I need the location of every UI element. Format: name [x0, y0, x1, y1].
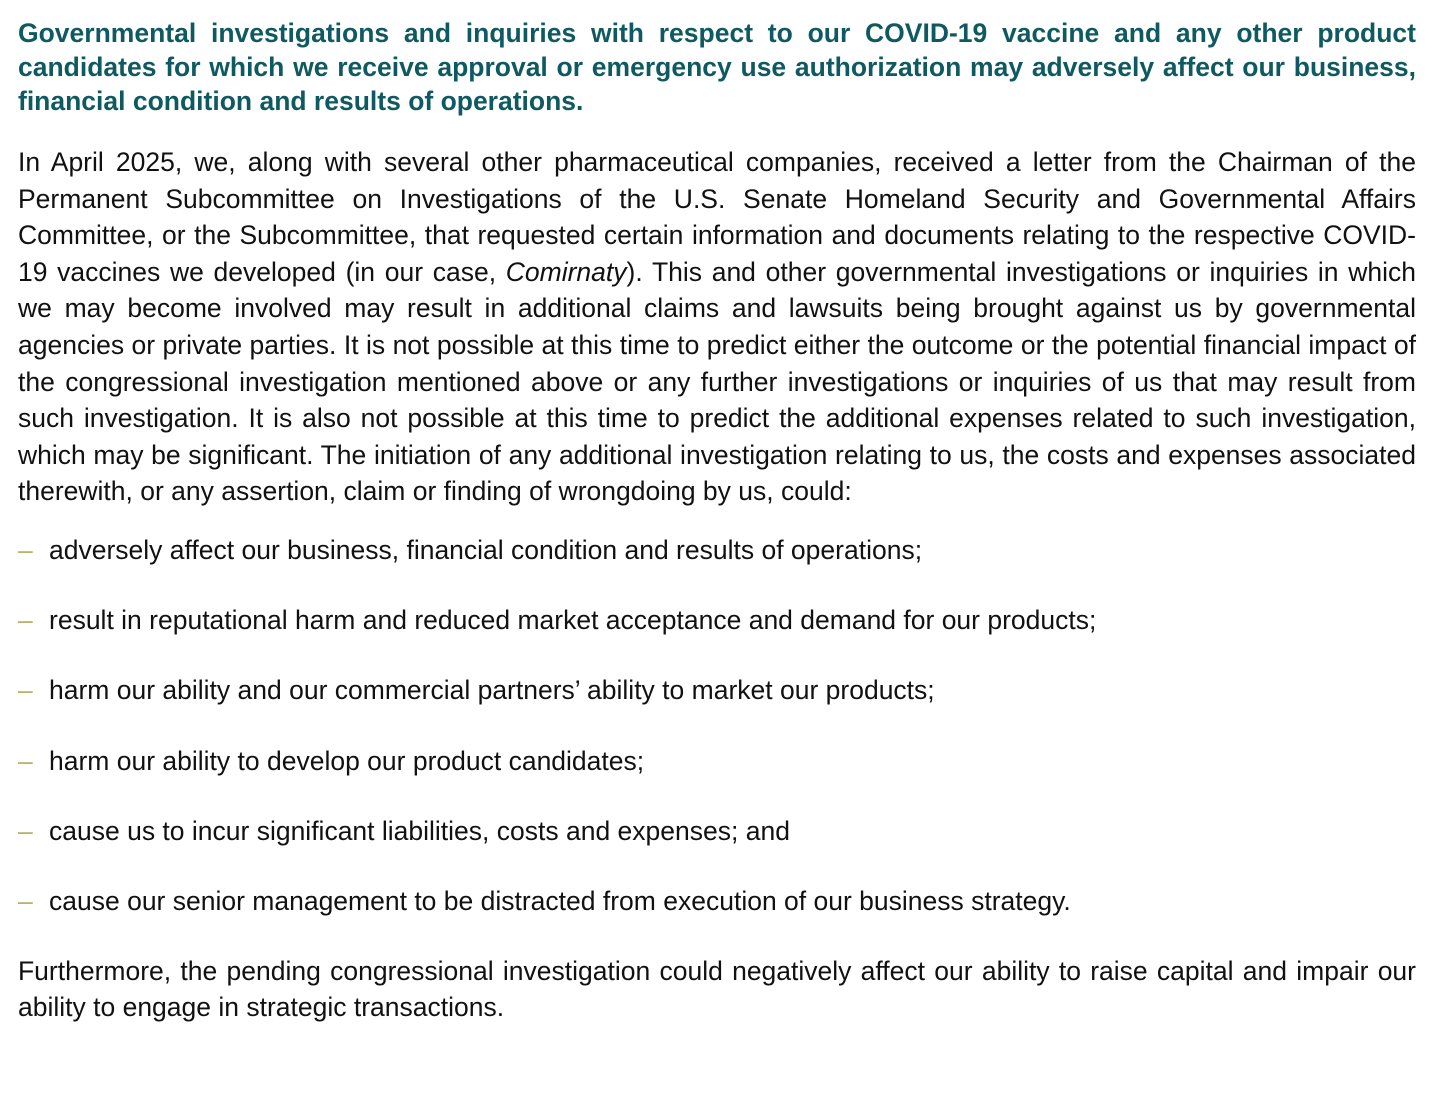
- list-item: [18, 532, 1416, 568]
- body-paragraph-investigation: [18, 144, 1416, 510]
- consequences-list: [18, 532, 1416, 919]
- paragraph-text-part-1: In April 2025, we, along with several other pharmaceutical companies, received a letter from the Chairman of the Permanent Subcommittee on Investigations of the U.S. Senate Homeland Security and Governmental Affairs Committee, or the Subcommittee, that requested certain information and documents relating to the respective COVID-19 vaccines we developed (in our case,: [18, 147, 1416, 287]
- dash-bullet-icon: –: [18, 534, 33, 565]
- list-item-text: result in reputational harm and reduced market acceptance and demand for our products;: [49, 605, 1097, 636]
- dash-bullet-icon: –: [18, 885, 33, 916]
- list-item-text: harm our ability and our commercial partners’ ability to market our products;: [49, 675, 935, 706]
- list-item-text: cause us to incur significant liabilities, costs and expenses; and: [49, 815, 790, 846]
- paragraph-text-part-2: ). This and other governmental investigations or inquiries in which we may become involved may result in additional claims and lawsuits being brought against us by governmental agencies or private parties. It is not possible at this time to predict either the outcome or the potential financial impact of the congressional investigation mentioned above or any further investigations or inquiries of us that may result from such investigation. It is also not possible at this time to predict the additional expenses related to such investigation, which may be significant. The initiation of any additional investigation relating to us, the costs and expenses associated therewith, or any assertion, claim or finding of wrongdoing by us, could:: [18, 256, 1416, 507]
- dash-bullet-icon: –: [18, 745, 33, 776]
- list-item: [18, 672, 1416, 708]
- list-item: [18, 743, 1416, 779]
- list-item-text: adversely affect our business, financial condition and results of operations;: [49, 534, 923, 565]
- list-item: [18, 602, 1416, 638]
- dash-bullet-icon: –: [18, 675, 33, 706]
- dash-bullet-icon: –: [18, 815, 33, 846]
- list-item-text: harm our ability to develop our product candidates;: [49, 745, 645, 776]
- dash-bullet-icon: –: [18, 605, 33, 636]
- list-item: [18, 883, 1416, 919]
- body-paragraph-furthermore: Furthermore, the pending congressional investigation could negatively affect our ability to raise capital and impair our ability to engage in strategic transactions.: [18, 955, 1416, 1023]
- list-item-text: cause our senior management to be distracted from execution of our business strategy.: [49, 885, 1071, 916]
- list-item: [18, 813, 1416, 849]
- risk-factor-heading: Governmental investigations and inquiries with respect to our COVID-19 vaccine and any other product candidates for which we receive approval or emergency use authorization may adversely affect our business, financial condition and results of operations.: [18, 18, 1416, 116]
- risk-factor-section: [18, 16, 1416, 1026]
- product-name-italic: Comirnaty: [505, 256, 627, 287]
